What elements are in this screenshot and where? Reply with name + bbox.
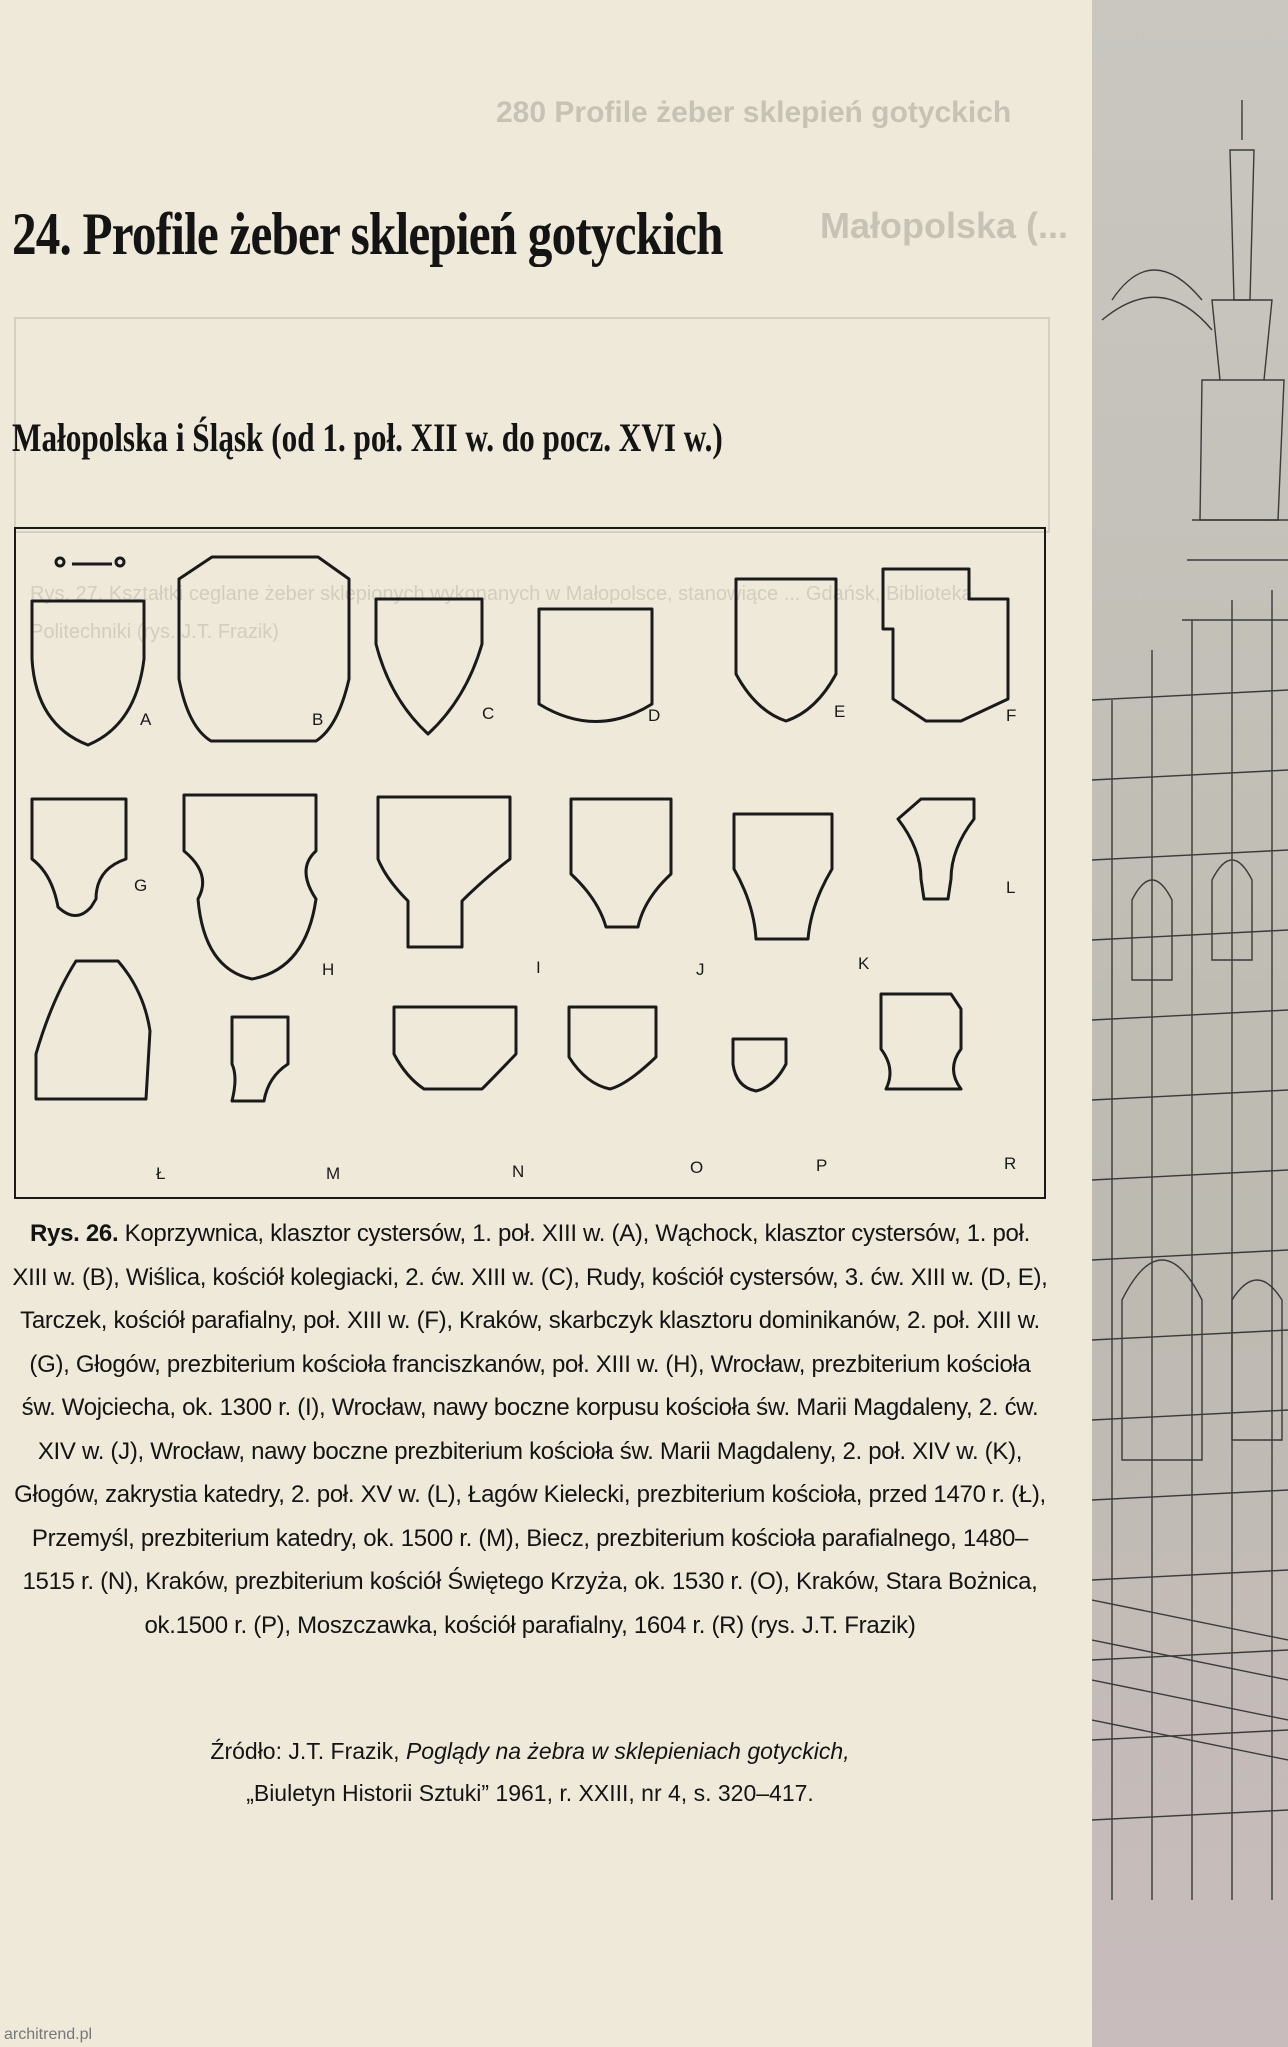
bleed-through-title: Małopolska (... (820, 205, 1069, 246)
label-g: G (134, 876, 148, 895)
profile-n (394, 1007, 516, 1089)
caption-label: Rys. 26. (29, 1220, 119, 1247)
section-subtitle: Małopolska i Śląsk (od 1. poł. XII w. do pocz. XVI w.) (12, 415, 723, 460)
label-l-stroke: Ł (156, 1164, 166, 1183)
label-p: P (816, 1156, 828, 1175)
profile-b (179, 557, 349, 741)
watermark: architrend.pl (4, 2026, 93, 2043)
tower-sketch-illustration (1092, 0, 1288, 2047)
figure-caption (10, 1212, 1050, 1647)
profile-m (232, 1017, 288, 1101)
profile-c (376, 599, 482, 734)
label-c: C (482, 704, 495, 723)
label-h: H (322, 960, 335, 979)
label-b: B (312, 710, 324, 729)
label-m: M (326, 1164, 341, 1183)
source-note (150, 1730, 910, 1814)
label-n: N (512, 1162, 525, 1181)
section-title: 24. Profile żeber sklepień gotyckich (12, 201, 723, 267)
rib-profiles-figure (14, 527, 1046, 1199)
source-prefix: Źródło: J.T. Frazik, (210, 1738, 406, 1764)
bleed-through-running-head: 280 Profile żeber sklepień gotyckich (496, 96, 1012, 129)
profile-h (184, 795, 316, 979)
profile-j (571, 799, 671, 927)
label-e: E (834, 702, 846, 721)
rib-profiles-drawing (16, 529, 1044, 1197)
source-work-title: Poglądy na żebra w sklepieniach gotyckich, (405, 1738, 850, 1764)
profile-o (569, 1007, 656, 1089)
label-k: K (858, 954, 870, 973)
caption-text: Koprzywnica, klasztor cystersów, 1. poł. XIII w. (A), Wąchock, klasztor cystersów, 1. poł. XIII w. (B), Wiślica, kościół kolegiacki, 2. ćw. XIII w. (C), Rudy, kościół cystersów, 3. ćw. XIII w. (D, E), Tarczek, kościół parafialny, poł. XIII w. (F), Kraków, skarbczyk klasztoru dominikanów, 2. poł. XIII w. (G), Głogów, prezbiterium kościoła franciszkanów, poł. XIII w. (H), Wrocław, prezbiterium kościoła św. Wojciecha, ok. 1300 r. (I), Wrocław, nawy boczne korpusu kościoła św. Marii Magdaleny, 2. ćw. XIV w. (J), Wrocław, nawy boczne prezbiterium kościoła św. Marii Magdaleny, 2. poł. XIV w. (K), Głogów, zakrystia katedry, 2. poł. XV w. (L), Łagów Kielecki, prezbiterium kościoła, przed 1470 r. (Ł), Przemyśl, prezbiterium katedry, ok. 1500 r. (M), Biecz, prezbiterium kościoła parafialnego, 1480–1515 r. (N), Kraków, prezbiterium kościół Świętego Krzyża, ok. 1530 r. (O), Kraków, Stara Bożnica, ok.1500 r. (P), Moszczawka, kościół parafialny, 1604 r. (R) (rys. J.T. Frazik) (12, 1220, 1048, 1639)
label-i: I (536, 958, 541, 977)
profile-i (378, 797, 510, 947)
profile-a (32, 601, 144, 745)
profile-k (734, 814, 832, 939)
label-o: O (690, 1158, 704, 1177)
profile-e (736, 579, 836, 721)
profile-p (733, 1039, 786, 1091)
gothic-tower-sketch (1092, 0, 1288, 2047)
label-l: L (1006, 878, 1016, 897)
label-f: F (1006, 706, 1017, 725)
source-publication: „Biuletyn Historii Sztuki” 1961, r. XXIII, nr 4, s. 320–417. (246, 1780, 814, 1806)
label-d: D (648, 706, 661, 725)
bleed-through-caption: Rys. 27. Kształtki ceglane żeber sklepionych wykonanych w Małopolsce, stanowiące ... Gdańsk, Biblioteka Politechniki (rys. J.T. Frazik) (30, 583, 973, 643)
label-r: R (1004, 1154, 1017, 1173)
profile-d (539, 609, 652, 722)
profile-l-stroke (36, 961, 150, 1099)
profile-g (32, 799, 126, 916)
label-j: J (696, 960, 705, 979)
profile-l (898, 799, 974, 899)
scale-mark (56, 558, 124, 566)
profile-f (883, 569, 1008, 721)
label-a: A (140, 710, 152, 729)
profile-r (881, 994, 961, 1089)
